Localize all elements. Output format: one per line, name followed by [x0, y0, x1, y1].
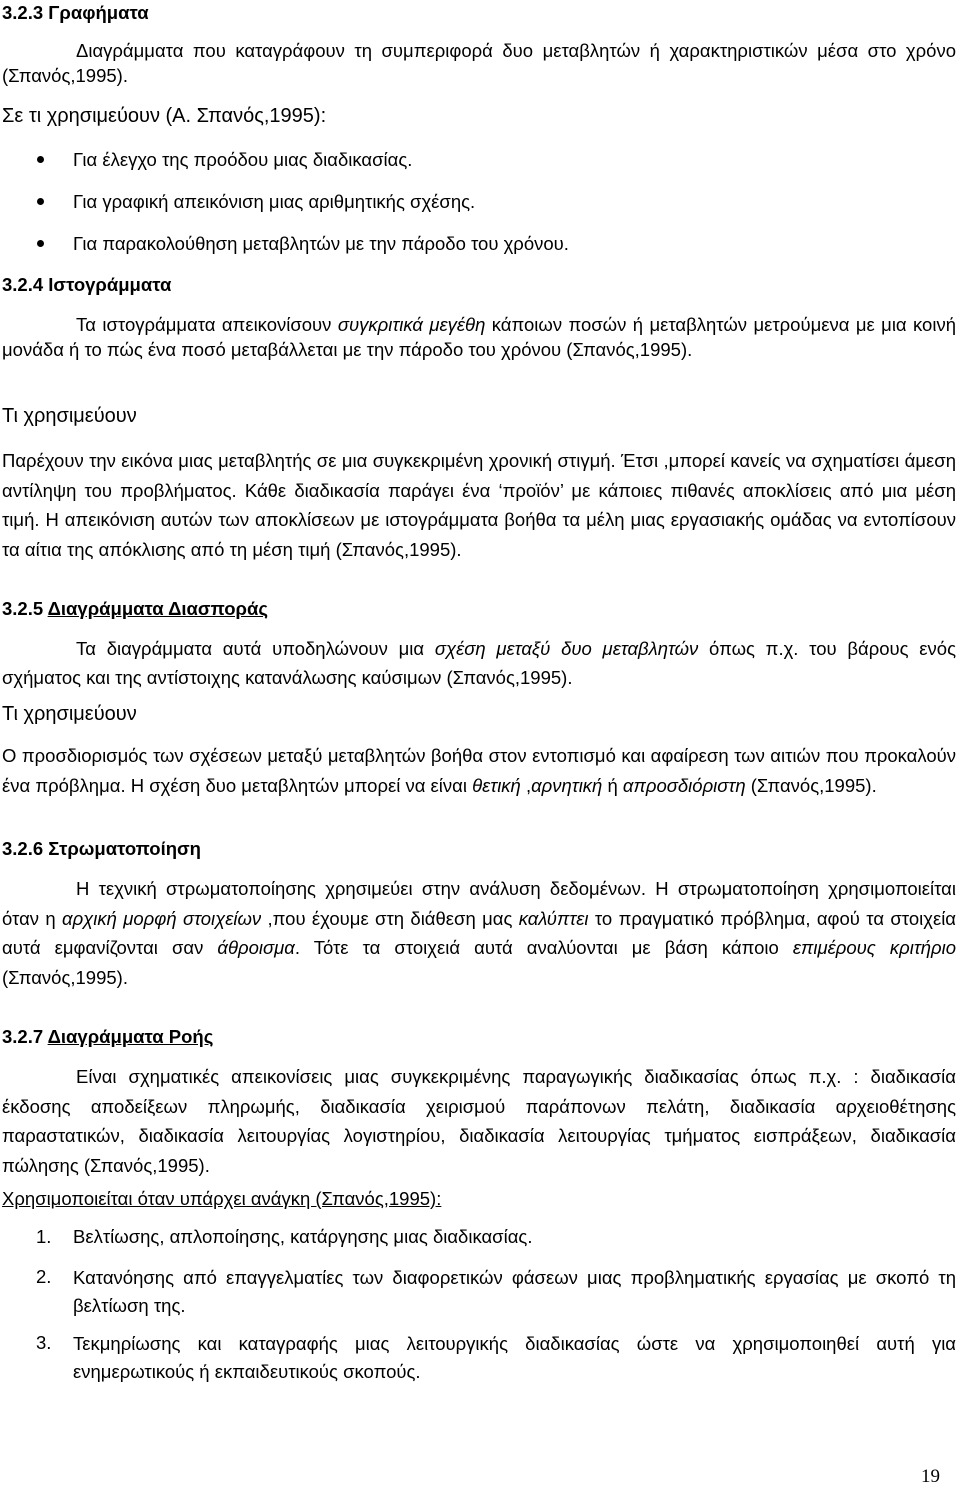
section-heading-324: 3.2.4 Ιστογράμματα	[2, 274, 172, 295]
subheading-325-uses: Τι χρησιμεύουν	[2, 703, 137, 725]
paragraph-324-2: Παρέχουν την εικόνα μιας μεταβλητής σε μια συγκεκριμένη χρονική στιγμή. Έτσι ,μπορεί κανείς να σχηματίσει άμεση αντίληψη του προβλήματος. Κάθε διαδικασία παράγει ένα ‘προϊόν’ με κάποιες πιθανές αποκλίσεις από μια μέση τιμή. Η απεικόνιση αυτών των αποκλίσεων με ιστογράμματα βοήθα τα μέλη μιας εργασιακής ομάδας να εντοπίσουν τα αίτια της απόκλισης από τη μέση τιμή (Σπανός,1995).	[2, 450, 956, 560]
bullet-icon	[37, 240, 44, 247]
bullet-icon	[37, 198, 44, 205]
list-item: 1. Βελτίωσης, απλοποίησης, κατάργησης μιας διαδικασίας.	[36, 1226, 533, 1247]
list-item: 2. Κατανόησης από επαγγελματίες των διαφορετικών φάσεων μιας προβληματικής εργασίας με σκοπό τη βελτίωση της.	[36, 1266, 956, 1316]
section-heading-327: 3.2.7 Διαγράμματα Ροής	[2, 1026, 214, 1047]
list-item: Για γραφική απεικόνιση μιας αριθμητικής σχέσης.	[0, 189, 960, 231]
bullet-list-323	[0, 147, 960, 273]
subheading-323-uses: Σε τι χρησιμεύουν (Α. Σπανός,1995):	[2, 105, 327, 127]
page-number: 19	[921, 1466, 940, 1487]
section-heading-326: 3.2.6 Στρωματοποίηση	[2, 838, 201, 859]
paragraph-324-1: Τα ιστογράμματα απεικονίσουν συγκριτικά μεγέθη κάποιων ποσών ή μεταβλητών μετρούμενα με μια κοινή μονάδα ή το πώς ένα ποσό μεταβάλλεται με την πάροδο του χρόνου (Σπανός,1995).	[2, 314, 956, 360]
list-item: Για παρακολούθηση μεταβλητών με την πάροδο του χρόνου.	[0, 231, 960, 273]
paragraph-325-1: Τα διαγράμματα αυτά υποδηλώνουν μια σχέση μεταξύ δυο μεταβλητών όπως π.χ. του βάρους ενός σχήματος και της αντίστοιχης κατανάλωσης καύσιμων (Σπανός,1995).	[2, 638, 956, 688]
section-heading-323: 3.2.3 Γραφήματα	[2, 2, 149, 23]
paragraph-325-2: Ο προσδιορισμός των σχέσεων μεταξύ μεταβλητών βοήθα στον εντοπισμό και αφαίρεση των αιτιών που προκαλούν ένα πρόβλημα. Η σχέση δυο μεταβλητών μπορεί να είναι θετική ,αρνητική ή απροσδιόριστη (Σπανός,1995).	[2, 745, 956, 796]
section-heading-325: 3.2.5 Διαγράμματα Διασποράς	[2, 598, 268, 619]
paragraph-326: Η τεχνική στρωματοποίησης χρησιμεύει στην ανάλυση δεδομένων. Η στρωματοποίηση χρησιμοποιείται όταν η αρχική μορφή στοιχείων ,που έχουμε στη διάθεση μας καλύπτει το πραγματικό πρόβλημα, αφού τα στοιχεία αυτά εμφανίζονται σαν άθροισμα. Τότε τα στοιχειά αυτά αναλύονται με βάση κάποιο επιμέρους κριτήριο (Σπανός,1995).	[2, 878, 957, 988]
paragraph-327: Είναι σχηματικές απεικονίσεις μιας συγκεκριμένης παραγωγικής διαδικασίας όπως π.χ. : διαδικασία έκδοσης αποδείξεων πληρωμής, διαδικασία χειρισμού παράπονων πελάτη, διαδικασία αρχειοθέτησης παραστατικών, διαδικασία λειτουργίας λογιστηρίου, διαδικασία λειτουργίας τμήματος εισπράξεων, διαδικασία πώλησης (Σπανός,1995).	[2, 1066, 956, 1176]
numbered-list-327	[0, 1224, 956, 1320]
subheading-324-uses: Τι χρησιμεύουν	[2, 405, 137, 427]
numbered-list-327-cont	[0, 1330, 956, 1386]
list-item: Για έλεγχο της προόδου μιας διαδικασίας.	[0, 147, 960, 189]
bullet-icon	[37, 156, 44, 163]
subheading-327-uses: Χρησιμοποιείται όταν υπάρχει ανάγκη (Σπανός,1995):	[2, 1188, 442, 1209]
paragraph-323-intro: Διαγράμματα που καταγράφουν τη συμπεριφορά δυο μεταβλητών ή χαρακτηριστικών μέσα στο χρόνο (Σπανός,1995).	[2, 40, 956, 86]
list-item: 3. Τεκμηρίωσης και καταγραφής μιας λειτουργικής διαδικασίας ώστε να χρησιμοποιηθεί αυτή για ενημερωτικούς ή εκπαιδευτικούς σκοπούς.	[36, 1332, 956, 1382]
